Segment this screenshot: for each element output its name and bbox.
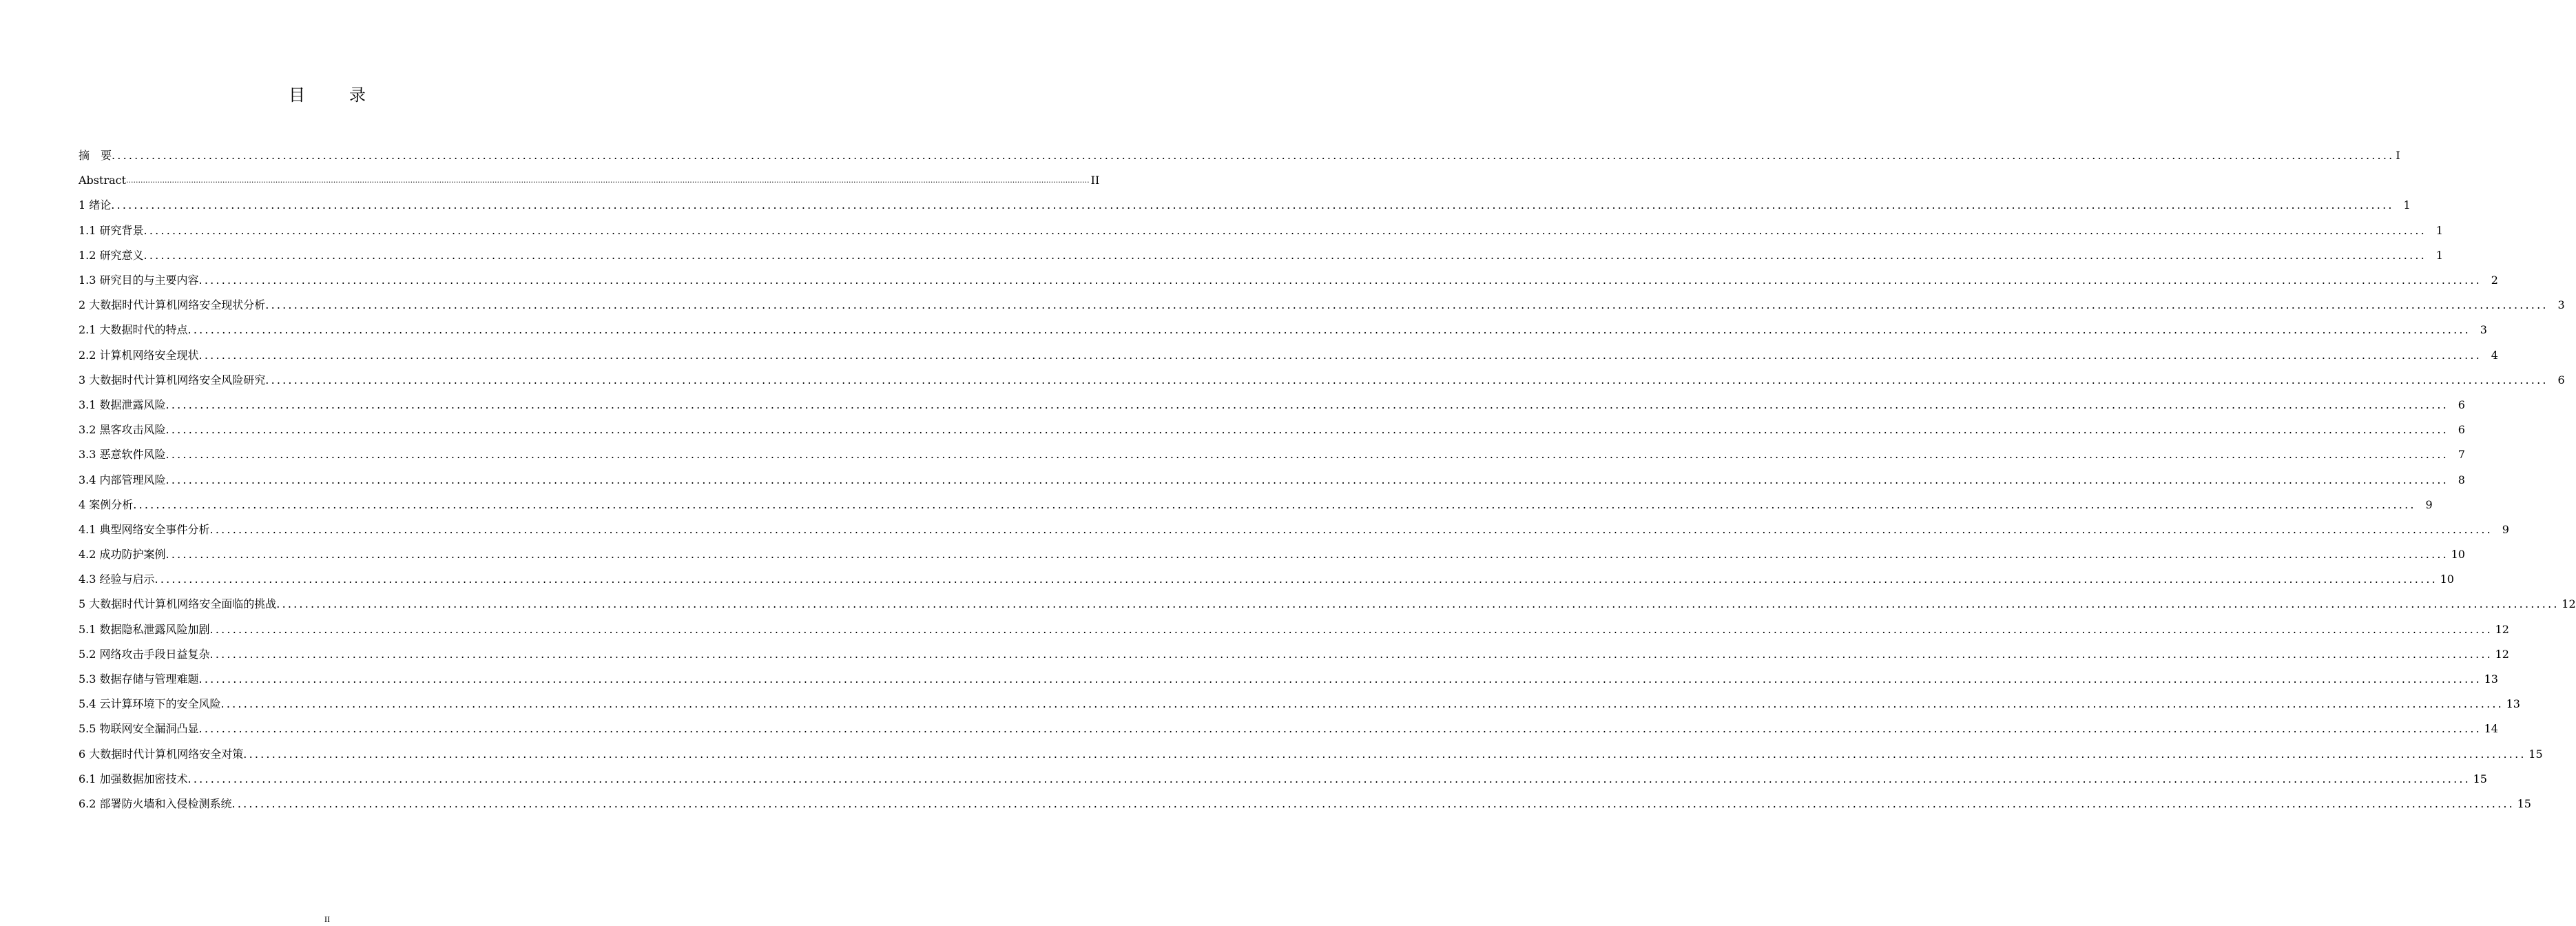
toc-entry[interactable] (79, 368, 2565, 393)
toc-leader-dots: ................................................................................................................................................................................................................................................................................................................................................................................................................ (187, 323, 2471, 337)
toc-entry-label: 4.3 经验与启示 (79, 573, 155, 586)
toc-leader-dots: ................................................................................................................................................................................................................................................................................................................................................................................................................ (126, 176, 1090, 185)
toc-entry-label: 2.1 大数据时代的特点 (79, 323, 188, 337)
toc-leader-dots: ................................................................................................................................................................................................................................................................................................................................................................................................................ (165, 398, 2449, 411)
toc-entry-page: 1 (2403, 198, 2411, 212)
toc-entry-label: 6.2 部署防火墙和入侵检测系统 (79, 796, 232, 810)
toc-entry[interactable] (79, 293, 2565, 318)
toc-leader-dots: ................................................................................................................................................................................................................................................................................................................................................................................................................ (198, 722, 2482, 736)
toc-entry-label: 4 案例分析 (79, 497, 134, 511)
toc-leader-dots: ................................................................................................................................................................................................................................................................................................................................................................................................................ (165, 548, 2449, 562)
toc-entry-page: 6 (2458, 398, 2465, 411)
toc-entry-label: 5.4 云计算环境下的安全风险 (79, 697, 221, 711)
toc-entry[interactable] (79, 493, 2433, 517)
toc-leader-dots: ................................................................................................................................................................................................................................................................................................................................................................................................................ (265, 373, 2548, 387)
toc-entry-page: 15 (2473, 772, 2487, 785)
toc-entry-page: 15 (2528, 747, 2543, 761)
toc-entry[interactable] (79, 143, 2400, 168)
toc-entry-label: 5.3 数据存储与管理难题 (79, 672, 199, 686)
toc-entry-label: 4.1 典型网络安全事件分析 (79, 522, 210, 536)
toc-entry-label: 6 大数据时代计算机网络安全对策 (79, 747, 244, 761)
toc-entry-page: 10 (2451, 548, 2465, 562)
toc-entry[interactable] (79, 517, 2509, 542)
toc-entry-label: 3.1 数据泄露风险 (79, 398, 166, 411)
toc-entry-page: 7 (2458, 448, 2465, 462)
toc-entry-label: Abstract (79, 174, 127, 187)
toc-entry-label: 4.2 成功防护案例 (79, 548, 166, 562)
toc-entry-page: 4 (2491, 348, 2498, 362)
toc-entry-label: 5.5 物联网安全漏洞凸显 (79, 722, 199, 736)
toc-entry[interactable] (79, 567, 2454, 592)
toc-entry[interactable] (79, 243, 2443, 268)
page-title: 目 录 (289, 85, 380, 105)
toc-entry-label: 3 大数据时代计算机网络安全风险研究 (79, 373, 266, 387)
toc-entry-page: 12 (2495, 622, 2509, 636)
toc-entry[interactable] (79, 742, 2543, 767)
toc-entry-page: 8 (2458, 473, 2465, 486)
toc-entry-page: I (2396, 149, 2400, 163)
toc-leader-dots: ................................................................................................................................................................................................................................................................................................................................................................................................................ (209, 647, 2493, 661)
toc-leader-dots: ................................................................................................................................................................................................................................................................................................................................................................................................................ (154, 573, 2438, 586)
toc-entry[interactable] (79, 393, 2465, 418)
toc-entry-page: 12 (2562, 597, 2576, 611)
toc-entry-label: 5 大数据时代计算机网络安全面临的挑战 (79, 597, 277, 611)
toc-entry-label: 5.2 网络攻击手段日益复杂 (79, 647, 210, 661)
toc-entry-page: 3 (2557, 298, 2565, 312)
toc-entry[interactable] (79, 642, 2509, 667)
toc-entry-label: 5.1 数据隐私泄露风险加剧 (79, 622, 210, 636)
toc-entry[interactable] (79, 193, 2411, 218)
toc-leader-dots: ................................................................................................................................................................................................................................................................................................................................................................................................................ (165, 423, 2449, 437)
toc-entry[interactable] (79, 692, 2520, 717)
table-of-contents (79, 143, 2576, 816)
toc-entry[interactable] (79, 667, 2498, 692)
page-number-footer: II (324, 914, 330, 924)
toc-entry-page: 3 (2480, 323, 2487, 337)
toc-entry[interactable] (79, 318, 2487, 342)
toc-entry[interactable] (79, 418, 2465, 442)
toc-entry-page: 14 (2484, 722, 2498, 736)
toc-entry[interactable] (79, 792, 2531, 816)
toc-entry-label: 2 大数据时代计算机网络安全现状分析 (79, 298, 266, 312)
toc-leader-dots: ................................................................................................................................................................................................................................................................................................................................................................................................................ (133, 497, 2416, 511)
toc-entry-page: 15 (2517, 796, 2531, 810)
toc-leader-dots: ................................................................................................................................................................................................................................................................................................................................................................................................................ (187, 772, 2471, 785)
toc-leader-dots: ................................................................................................................................................................................................................................................................................................................................................................................................................ (209, 522, 2493, 536)
toc-entry-page: 12 (2495, 647, 2509, 661)
toc-leader-dots: ................................................................................................................................................................................................................................................................................................................................................................................................................ (220, 697, 2504, 711)
toc-entry-label: 3.3 恶意软件风险 (79, 448, 166, 462)
toc-leader-dots: ................................................................................................................................................................................................................................................................................................................................................................................................................ (165, 473, 2449, 486)
toc-leader-dots: ................................................................................................................................................................................................................................................................................................................................................................................................................ (265, 298, 2548, 312)
toc-entry-label: 1 绪论 (79, 198, 112, 212)
toc-entry-page: 1 (2435, 223, 2443, 237)
toc-leader-dots: ................................................................................................................................................................................................................................................................................................................................................................................................................ (276, 597, 2559, 611)
toc-entry-label: 1.1 研究背景 (79, 223, 144, 237)
toc-leader-dots: ................................................................................................................................................................................................................................................................................................................................................................................................................ (112, 149, 2395, 163)
toc-entry-label: 6.1 加强数据加密技术 (79, 772, 188, 785)
toc-entry[interactable] (79, 442, 2465, 467)
toc-entry-page: 1 (2435, 248, 2443, 262)
toc-leader-dots: ................................................................................................................................................................................................................................................................................................................................................................................................................ (198, 672, 2482, 686)
toc-entry-page: 2 (2491, 274, 2498, 287)
toc-entry-label: 摘 要 (79, 149, 112, 163)
toc-entry-page: 9 (2502, 522, 2509, 536)
toc-entry-page: 6 (2458, 423, 2465, 437)
toc-entry[interactable] (79, 268, 2498, 293)
toc-entry-page: 9 (2425, 497, 2433, 511)
toc-leader-dots: ................................................................................................................................................................................................................................................................................................................................................................................................................ (243, 747, 2526, 761)
toc-leader-dots: ................................................................................................................................................................................................................................................................................................................................................................................................................ (198, 274, 2482, 287)
toc-entry-label: 3.4 内部管理风险 (79, 473, 166, 486)
toc-entry[interactable] (79, 767, 2487, 792)
toc-entry-label: 1.3 研究目的与主要内容 (79, 274, 199, 287)
toc-entry[interactable] (79, 592, 2576, 617)
toc-entry-page: 13 (2484, 672, 2498, 686)
toc-entry[interactable] (79, 467, 2465, 492)
toc-entry-page: 10 (2440, 573, 2454, 586)
toc-entry[interactable] (79, 218, 2443, 243)
toc-entry-label: 2.2 计算机网络安全现状 (79, 348, 199, 362)
toc-leader-dots: ................................................................................................................................................................................................................................................................................................................................................................................................................ (231, 796, 2515, 810)
toc-leader-dots: ................................................................................................................................................................................................................................................................................................................................................................................................................ (111, 198, 2394, 212)
toc-leader-dots: ................................................................................................................................................................................................................................................................................................................................................................................................................ (209, 622, 2493, 636)
toc-entry[interactable] (79, 542, 2465, 567)
toc-entry-page: 13 (2506, 697, 2520, 711)
toc-entry[interactable] (79, 168, 1100, 193)
toc-entry-label: 1.2 研究意义 (79, 248, 144, 262)
toc-entry[interactable] (79, 343, 2498, 368)
toc-entry-page: II (1090, 174, 1100, 187)
toc-leader-dots: ................................................................................................................................................................................................................................................................................................................................................................................................................ (198, 348, 2482, 362)
toc-entry-page: 6 (2557, 373, 2565, 387)
toc-leader-dots: ................................................................................................................................................................................................................................................................................................................................................................................................................ (165, 448, 2449, 462)
toc-leader-dots: ................................................................................................................................................................................................................................................................................................................................................................................................................ (143, 248, 2427, 262)
toc-entry[interactable] (79, 717, 2498, 741)
toc-leader-dots: ................................................................................................................................................................................................................................................................................................................................................................................................................ (143, 223, 2427, 237)
toc-entry-label: 3.2 黑客攻击风险 (79, 423, 166, 437)
toc-entry[interactable] (79, 617, 2509, 642)
